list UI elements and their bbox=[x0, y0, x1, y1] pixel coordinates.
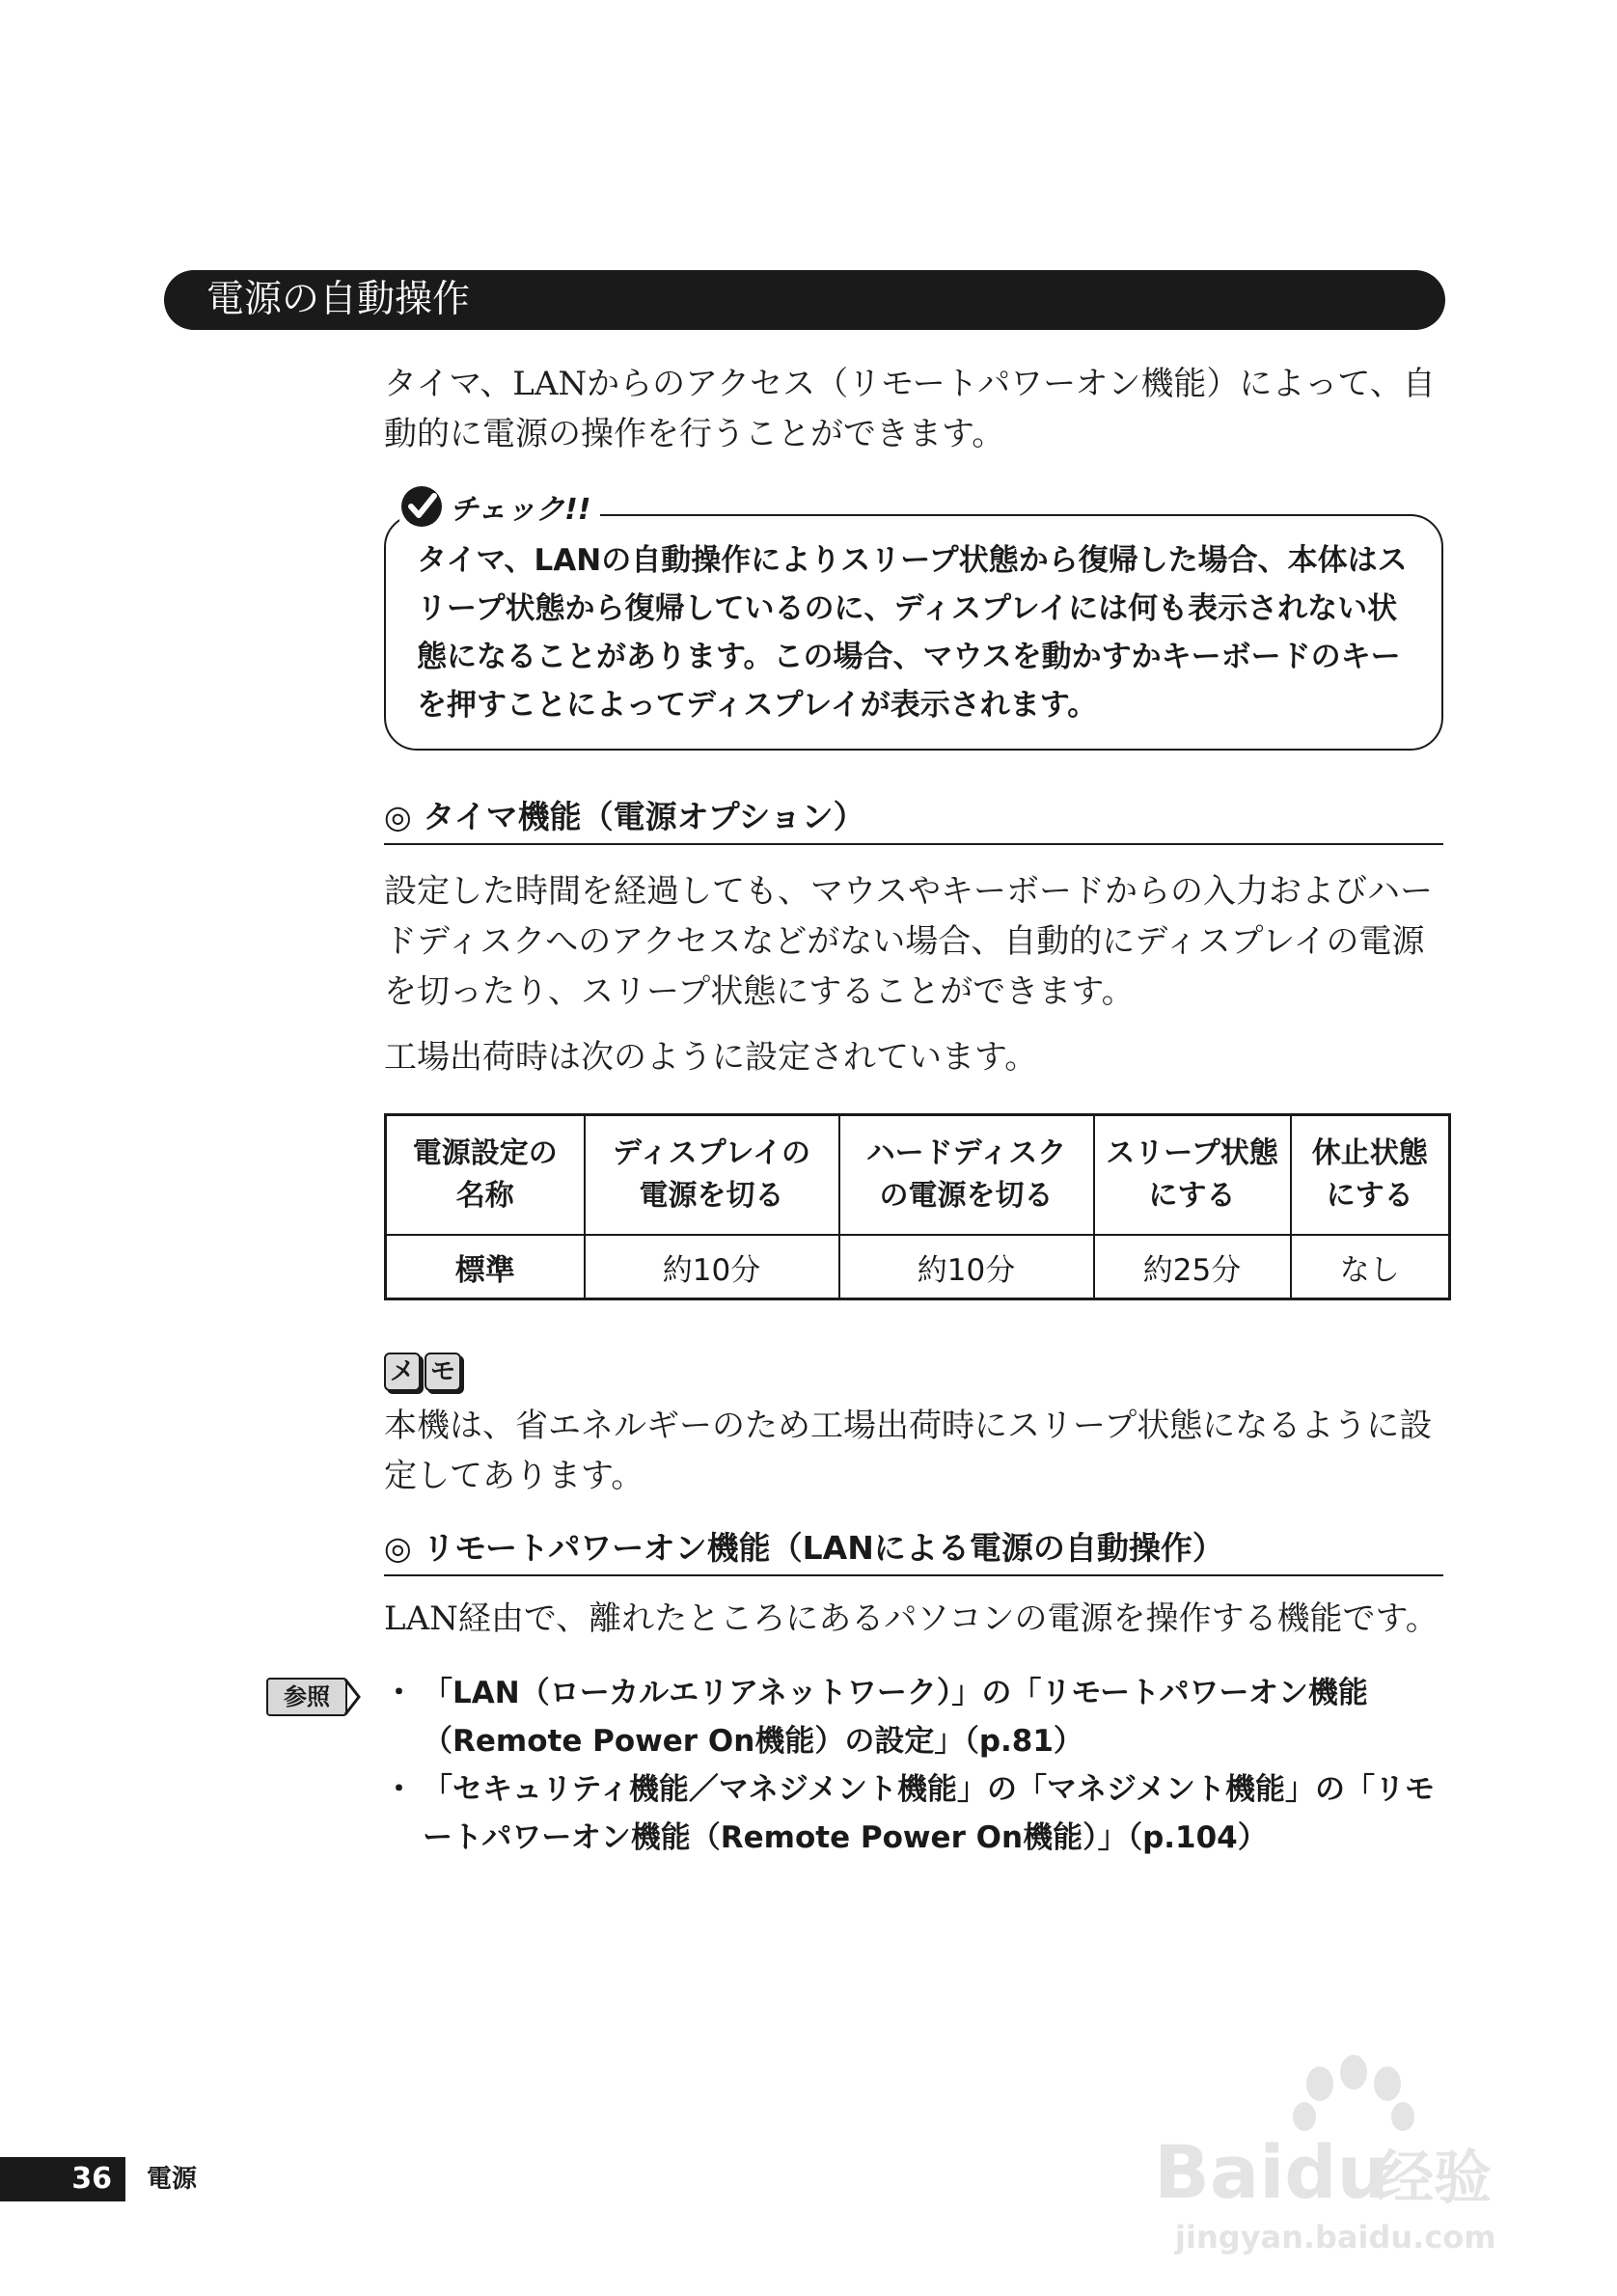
table-cell: なし bbox=[1291, 1235, 1450, 1299]
table-header-cell: ハードディスク の電源を切る bbox=[839, 1115, 1094, 1236]
table-header-cell: ディスプレイの 電源を切る bbox=[585, 1115, 839, 1236]
reference-item-text: 「LAN（ローカルエリアネットワーク）」の「リモートパワーオン機能（Remote Power On機能）の設定」（p.81） bbox=[423, 1676, 1368, 1759]
table-cell: 標準 bbox=[386, 1235, 585, 1299]
table-header-cell: 電源設定の 名称 bbox=[386, 1115, 585, 1236]
footer-section-label: 電源 bbox=[147, 2165, 198, 2194]
checkmark-icon bbox=[399, 484, 444, 529]
check-text: タイマ、LANの自動操作によりスリープ状態から復帰した場合、本体はスリープ状態から復帰しているのに、ディスプレイには何も表示されない状態になることがあります。この場合、マウスを動かすかキーボードのキーを押すことによってディスプレイが表示されます。 bbox=[417, 543, 1408, 723]
remote-power-paragraph: LAN経由で、離れたところにあるパソコンの電源を操作する機能です。 bbox=[384, 1599, 1439, 1638]
watermark-brand: Baidu bbox=[1154, 2129, 1389, 2215]
table-cell: 約10分 bbox=[839, 1235, 1094, 1299]
table-header-cell: 休止状態 にする bbox=[1291, 1115, 1450, 1236]
reference-arrow-icon bbox=[343, 1678, 363, 1716]
table-cell: 約25分 bbox=[1094, 1235, 1291, 1299]
factory-note: 工場出荷時は次のように設定されています。 bbox=[384, 1038, 1038, 1077]
watermark-brand-cn: 经验 bbox=[1376, 2145, 1492, 2212]
memo-key: モ bbox=[425, 1353, 461, 1391]
table-row bbox=[386, 1235, 1450, 1299]
remote-power-heading: ◎ リモートパワーオン機能（LANによる電源の自動操作） bbox=[384, 1524, 1443, 1576]
bullet: ・ bbox=[384, 1676, 414, 1710]
memo-badge bbox=[384, 1353, 461, 1391]
power-settings-table bbox=[384, 1113, 1451, 1300]
check-callout-header bbox=[399, 482, 600, 531]
check-label: チェック!! bbox=[450, 493, 591, 527]
intro-paragraph: タイマ、LANからのアクセス（リモートパワーオン機能）によって、自動的に電源の操作を行うことができます。 bbox=[384, 365, 1436, 453]
baidu-watermark bbox=[1146, 2045, 1551, 2267]
memo-key: メ bbox=[384, 1353, 421, 1391]
reference-badge: 参照 bbox=[266, 1678, 347, 1716]
page-number: 36 bbox=[0, 2157, 125, 2201]
table-cell: 約10分 bbox=[585, 1235, 839, 1299]
bullet: ・ bbox=[384, 1772, 414, 1807]
table-header-cell: スリープ状態 にする bbox=[1094, 1115, 1291, 1236]
section-title: 電源の自動操作 bbox=[206, 278, 471, 321]
reference-list bbox=[384, 1669, 1450, 1862]
paw-icon bbox=[1293, 2055, 1414, 2131]
reference-item bbox=[384, 1765, 1450, 1862]
table-header-row bbox=[386, 1115, 1450, 1236]
watermark-url: jingyan.baidu.com bbox=[1175, 2219, 1496, 2255]
timer-paragraph: 設定した時間を経過しても、マウスやキーボードからの入力およびハードディスクへのアクセスなどがない場合、自動的にディスプレイの電源を切ったり、スリープ状態にすることができます。 bbox=[384, 872, 1433, 1011]
memo-text: 本機は、省エネルギーのため工場出荷時にスリープ状態になるように設定してあります。 bbox=[384, 1407, 1433, 1495]
timer-heading: ◎ タイマ機能（電源オプション） bbox=[384, 793, 1443, 845]
reference-item-text: 「セキュリティ機能／マネジメント機能」の「マネジメント機能」の「リモートパワーオン機能（Remote Power On機能）」（p.104） bbox=[423, 1772, 1436, 1855]
reference-item bbox=[384, 1669, 1450, 1765]
